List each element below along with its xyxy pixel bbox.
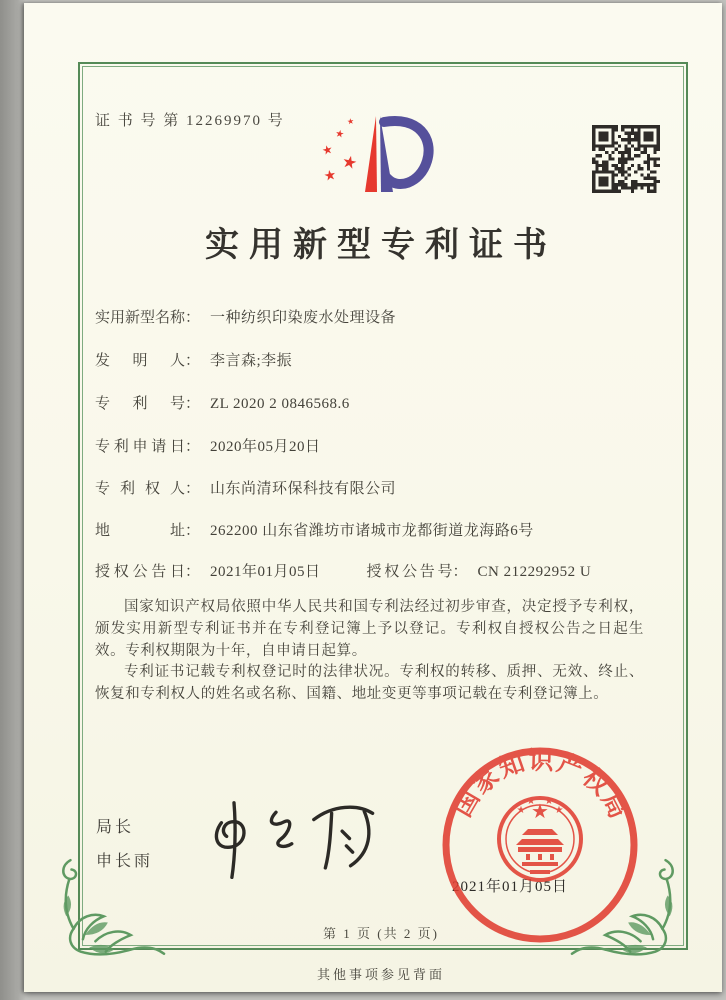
field-label: 地址 — [95, 523, 185, 539]
field-grant-date — [95, 560, 643, 581]
cnipa-logo-icon — [320, 108, 450, 206]
field-label: 授权公告日 — [95, 564, 185, 580]
emblem-star-icon: ★ — [526, 796, 536, 807]
field-colon: ： — [185, 439, 201, 455]
field-utility-model-name — [95, 306, 643, 327]
field-value: ZL 2020 2 0846568.6 — [210, 396, 350, 412]
certificate-title: 实用新型专利证书 — [205, 227, 557, 264]
field-colon: ： — [452, 564, 468, 580]
page-indicator: 第 1 页 (共 2 页) — [323, 926, 439, 941]
logo-star-icon: ★ — [320, 141, 335, 159]
logo-star-icon: ★ — [322, 168, 338, 185]
field-label: 专利申请日 — [95, 439, 185, 455]
legal-text — [95, 597, 644, 706]
field-label: 发明人 — [95, 353, 185, 369]
legal-paragraph: 国家知识产权局依照中华人民共和国专利法经过初步审查，决定授予专利权，颁发实用新型专利证书并在专利登记簿上予以登记。专利权自授权公告之日起生效。专利权期限为十年，自申请日起算。 — [95, 599, 644, 659]
cnipa-logo — [320, 108, 450, 206]
back-note: 其他事项参见背面 — [316, 967, 445, 982]
official-seal — [438, 743, 643, 948]
field-value: 一种纺织印染废水处理设备 — [210, 310, 397, 326]
seal-date: 2021年01月05日 — [452, 879, 569, 895]
emblem-star-icon: ★ — [531, 801, 549, 823]
field-label: 授权公告号 — [366, 564, 453, 580]
field-colon: ： — [185, 353, 201, 369]
field-patentee — [95, 477, 643, 498]
field-address — [95, 519, 643, 540]
emblem-star-icon: ★ — [544, 796, 554, 807]
signer-name: 申长雨 — [96, 853, 154, 870]
certificate-number: 证 书 号 第 12269970 号 — [95, 113, 285, 129]
field-colon: ： — [185, 310, 201, 326]
field-value: 2021年01月05日 — [210, 564, 321, 580]
logo-star-icon: ★ — [346, 116, 355, 127]
emblem-star-icon: ★ — [516, 805, 526, 816]
field-value: 262200 山东省潍坊市诸城市龙都街道龙海路6号 — [210, 523, 534, 539]
national-emblem-icon — [499, 796, 581, 880]
signer-block — [96, 814, 153, 882]
field-colon: ： — [185, 481, 201, 497]
field-colon: ： — [185, 523, 201, 539]
handwritten-signature — [192, 791, 402, 886]
logo-star-icon: ★ — [334, 128, 345, 141]
field-colon: ： — [185, 396, 201, 412]
seal-text: 国家知识产权局 — [449, 747, 633, 825]
field-value: 2020年05月20日 — [210, 439, 321, 455]
legal-paragraph: 专利证书记载专利权登记时的法律状况。专利权的转移、质押、无效、终止、恢复和专利权人的姓名或名称、国籍、地址变更等事项记载在专利登记簿上。 — [95, 664, 644, 703]
field-grant-number — [367, 560, 592, 581]
field-value: CN 212292952 U — [477, 564, 592, 580]
field-value: 李言森;李振 — [210, 353, 293, 369]
certificate-sheet — [24, 3, 722, 992]
field-colon: ： — [185, 564, 201, 580]
field-label: 实用新型名称 — [95, 310, 186, 326]
field-label: 专利号 — [95, 396, 185, 412]
logo-star-icon: ★ — [340, 151, 360, 174]
qr-code — [590, 123, 662, 195]
field-filing-date — [95, 435, 643, 456]
field-value: 山东尚清环保科技有限公司 — [210, 481, 397, 497]
field-patent-number — [95, 392, 643, 413]
emblem-star-icon: ★ — [554, 805, 564, 816]
field-label: 专利权人 — [95, 481, 185, 497]
field-inventor — [95, 349, 643, 370]
signer-title: 局长 — [96, 819, 135, 836]
